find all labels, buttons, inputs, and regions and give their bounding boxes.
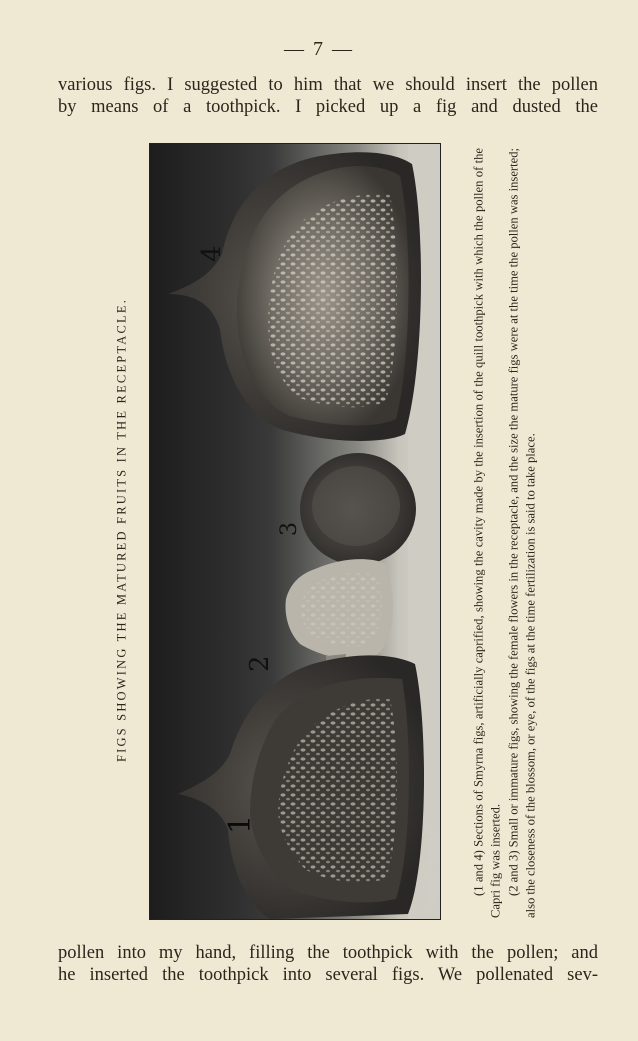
plate-title: FIGS SHOWING THE MATURED FRUITS IN THE RECEPTACLE. — [114, 297, 129, 763]
plate-caption — [470, 148, 539, 918]
fig-photograph — [149, 143, 441, 920]
page-number: — 7 — — [284, 38, 354, 60]
fig-1 — [178, 655, 424, 919]
engraver-credit-container — [424, 819, 438, 915]
fig-4 — [168, 152, 421, 441]
text-line: various figs. I suggested to him that we should insert the pollen — [58, 75, 598, 95]
text-line: by means of a toothpick. I picked up a fig and dusted the — [58, 97, 598, 117]
caption-container — [452, 145, 558, 920]
fig-label-2: 2 — [245, 655, 275, 672]
caption-paragraph: (2 and 3) Small or immature figs, showing the female flowers in the receptacle, and the size the mature figs were at the time the pollen was inserted; also the closeness of the blossom, or eye, of the figs at the time fertilization is said to take place. — [506, 147, 538, 918]
paragraph-top — [58, 74, 598, 118]
text-line: he inserted the toothpick into several figs. We pollenated sev- — [58, 965, 598, 985]
fig-illustration — [150, 144, 440, 919]
fig-3 — [300, 453, 416, 565]
fig-label-4: 4 — [197, 245, 227, 262]
caption-paragraph: (1 and 4) Sections of Smyrna figs, artificially caprified, showing the cavity made by the insertion of the quill toothpick with which the pollen of the Capri fig was inserted. — [471, 147, 503, 918]
paragraph-bottom — [58, 942, 598, 986]
plate-title-container — [106, 140, 138, 920]
fig-label-1: 1 — [223, 814, 258, 834]
fig-label-3: 3 — [277, 522, 302, 536]
engraver-credit: DEWEY ENG.CO.S.F. — [427, 828, 435, 906]
text-line: pollen into my hand, filling the toothpick with the pollen; and — [58, 943, 598, 963]
